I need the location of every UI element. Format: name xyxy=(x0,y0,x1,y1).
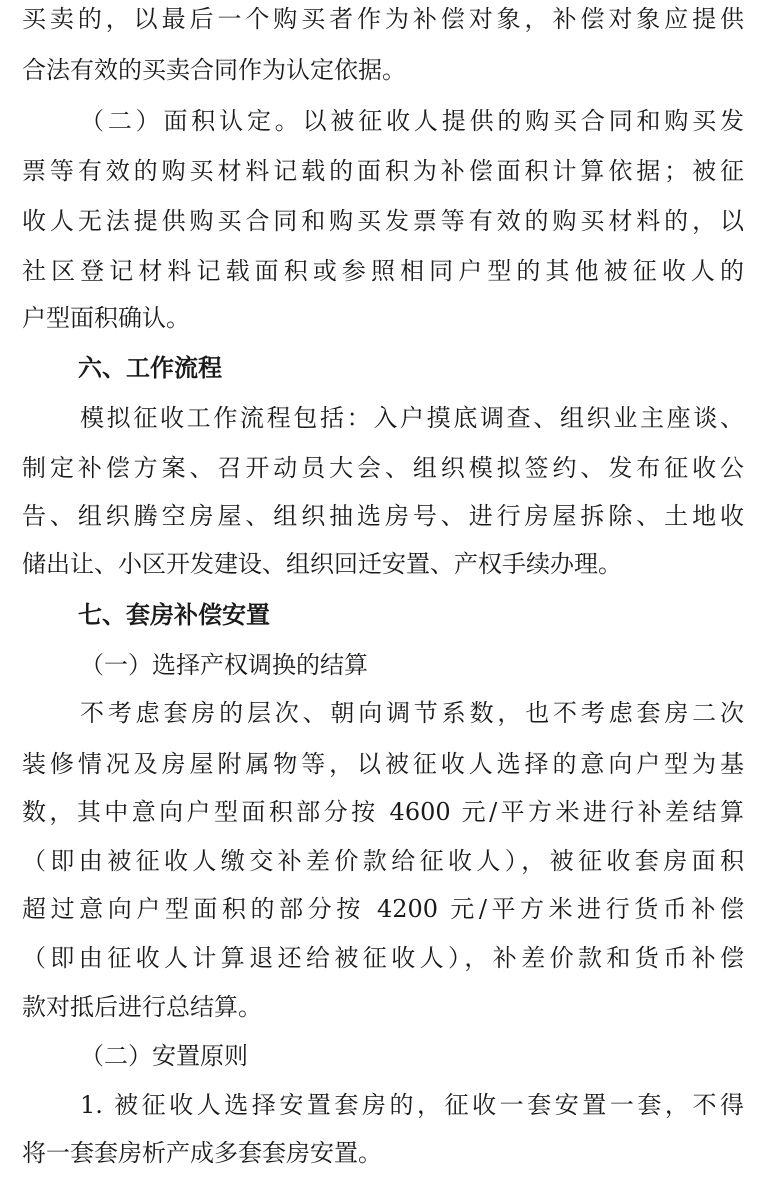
paragraph-line: 社区登记材料记载面积或参照相同户型的其他被征收人的 xyxy=(22,257,744,285)
paragraph-line: 票等有效的购买材料记载的面积为补偿面积计算依据；被征 xyxy=(22,157,744,185)
paragraph-line: 制定补偿方案、召开动员大会、组织模拟签约、发布征收公 xyxy=(22,454,744,482)
subsection-heading-settlement: （一）选择产权调换的结算 xyxy=(80,651,368,679)
subsection-heading-principles: （二）安置原则 xyxy=(80,1042,248,1070)
paragraph-line: 户型面积确认。 xyxy=(22,304,190,332)
paragraph-line: 储出让、小区开发建设、组织回迁安置、产权手续办理。 xyxy=(22,550,622,578)
paragraph-line: 数，其中意向户型面积部分按 4600 元/平方米进行补差结算 xyxy=(22,798,744,826)
section-heading-housing-compensation: 七、套房补偿安置 xyxy=(78,601,270,629)
paragraph-line: 告、组织腾空房屋、组织抽选房号、进行房屋拆除、土地收 xyxy=(22,502,744,530)
paragraph-line: 合法有效的买卖合同作为认定依据。 xyxy=(22,56,406,84)
paragraph-line: 将一套套房析产成多套套房安置。 xyxy=(22,1139,382,1167)
paragraph-line: （即由被征收人缴交补差价款给征收人），被征收套房面积 xyxy=(22,847,744,875)
paragraph-line: 超过意向户型面积的部分按 4200 元/平方米进行货币补偿 xyxy=(22,895,744,923)
paragraph-line: （即由征收人计算退还给被征收人），补差价款和货币补偿 xyxy=(22,944,744,972)
paragraph-line: 装修情况及房屋附属物等，以被征收人选择的意向户型为基 xyxy=(22,750,744,778)
paragraph-line: 收人无法提供购买合同和购买发票等有效的购买材料的，以 xyxy=(22,207,744,235)
paragraph-line: 款对抵后进行总结算。 xyxy=(22,993,262,1021)
section-heading-workflow: 六、工作流程 xyxy=(78,354,222,382)
paragraph-line: 不考虑套房的层次、朝向调节系数，也不考虑套房二次 xyxy=(80,699,744,727)
subsection-area-heading: （二）面积认定。以被征收人提供的购买合同和购买发 xyxy=(80,107,744,135)
paragraph-line: 买卖的，以最后一个购买者作为补偿对象，补偿对象应提供 xyxy=(22,5,744,33)
paragraph-line: 模拟征收工作流程包括：入户摸底调查、组织业主座谈、 xyxy=(80,404,744,432)
paragraph-line: 1. 被征收人选择安置套房的，征收一套安置一套，不得 xyxy=(80,1091,744,1119)
